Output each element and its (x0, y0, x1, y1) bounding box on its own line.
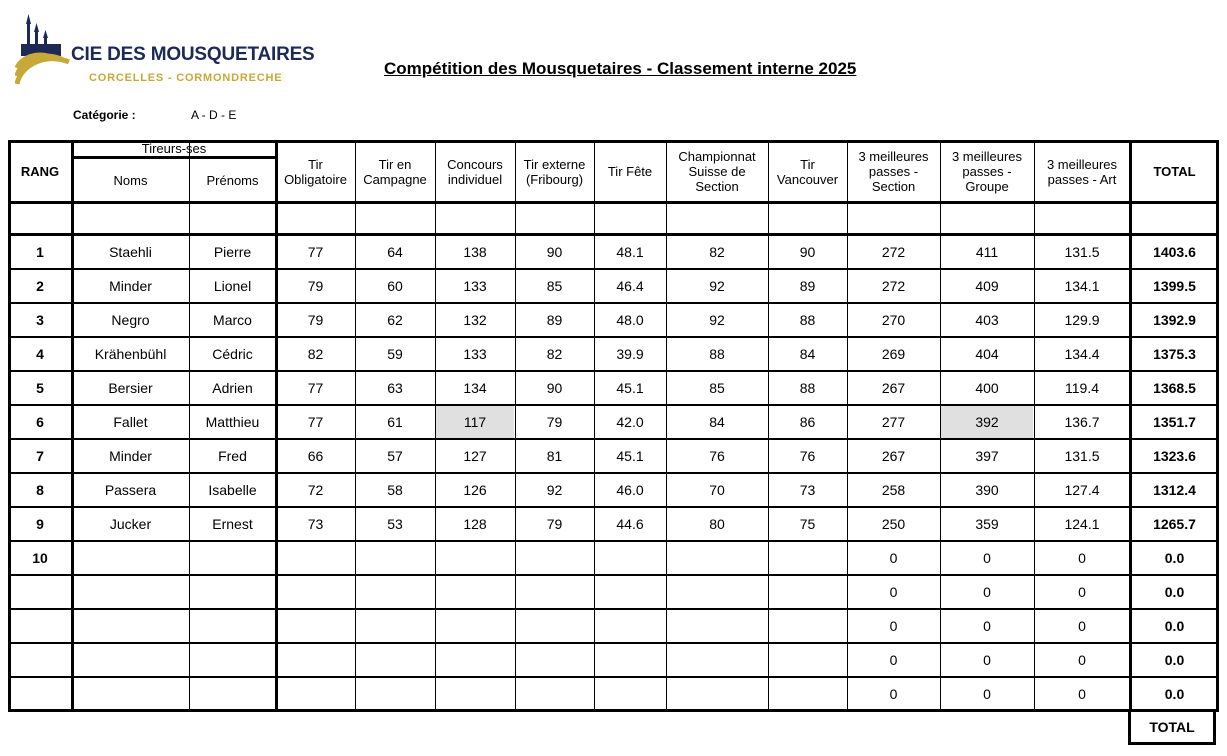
cell-tir-externe: 89 (546, 311, 563, 328)
cell-tir-fete: 44.6 (616, 515, 644, 532)
header-rank: RANG (20, 164, 60, 179)
cell-rank: 7 (36, 447, 44, 464)
cell-passes-groupe: 400 (975, 379, 999, 396)
cell-last-name: Passera (104, 481, 157, 498)
cell-passes-groupe: 404 (975, 345, 999, 362)
cell-tir-obligatoire: 77 (307, 379, 324, 396)
cell-rank: 5 (36, 379, 44, 396)
cell-last-name (73, 542, 188, 574)
cell-rank: 3 (36, 311, 44, 328)
cell-passes-groupe: 359 (975, 515, 999, 532)
cell-last-name: Minder (109, 277, 152, 294)
header-tir-vancouver: Tir Vancouver (776, 156, 839, 187)
cell-tir-obligatoire: 77 (307, 243, 324, 260)
cell-last-name (73, 644, 188, 676)
cell-tir-fete: 45.1 (616, 447, 644, 464)
cell-tir-vancouver (769, 610, 846, 642)
cell-rank: 2 (36, 277, 44, 294)
cell-concours-individuel (436, 542, 514, 574)
cell-passes-art: 134.4 (1064, 345, 1100, 362)
cell-passes-section: 0 (889, 685, 898, 702)
header-championnat-suisse: Championnat Suisse de Section (678, 149, 756, 194)
cell-tir-obligatoire (277, 610, 354, 642)
cell-tir-externe (516, 542, 593, 574)
cell-passes-section: 0 (889, 617, 898, 634)
cell-championnat-suisse (667, 576, 767, 608)
cell-passes-section: 0 (889, 549, 898, 566)
cell-concours-individuel: 126 (463, 481, 487, 498)
cell-passes-section: 0 (889, 651, 898, 668)
cell-championnat-suisse: 84 (709, 413, 725, 430)
cell-rank: 4 (36, 345, 44, 362)
header-passes-groupe: 3 meilleures passes - Groupe (951, 149, 1023, 194)
category-value: A - D - E (191, 108, 237, 122)
cell-passes-groupe: 0 (983, 617, 991, 634)
cell-tir-externe (516, 678, 593, 710)
cell-championnat-suisse: 92 (709, 277, 725, 294)
cell-tir-obligatoire (277, 576, 354, 608)
header-tir-campagne: Tir en Campagne (363, 156, 427, 187)
page-title: Compétition des Mousquetaires - Classement interne 2025 (384, 59, 857, 78)
cell-passes-art: 124.1 (1064, 515, 1100, 532)
cell-tir-campagne: 59 (387, 345, 403, 362)
cell-tir-obligatoire (277, 644, 354, 676)
cell-tir-vancouver (769, 576, 846, 608)
cell-passes-art: 134.1 (1064, 277, 1100, 294)
cell-rank (9, 644, 71, 676)
cell-passes-art: 131.5 (1064, 447, 1100, 464)
cell-passes-art: 0 (1078, 583, 1086, 600)
cell-tir-externe (516, 644, 593, 676)
cell-championnat-suisse: 82 (709, 243, 725, 260)
cell-first-name: Ernest (212, 515, 253, 532)
cell-first-name: Isabelle (208, 481, 257, 498)
cell-tir-fete (595, 610, 665, 642)
cell-first-name (190, 576, 275, 608)
cell-total: 1265.7 (1153, 515, 1196, 532)
cell-last-name: Jucker (109, 515, 152, 532)
cell-first-name: Matthieu (205, 413, 260, 430)
header-tir-obligatoire: Tir Obligatoire (284, 156, 347, 187)
cell-last-name: Fallet (113, 413, 148, 430)
cell-tir-obligatoire (277, 678, 354, 710)
cell-passes-art: 129.9 (1064, 311, 1100, 328)
cell-passes-groupe: 390 (975, 481, 999, 498)
cell-last-name: Negro (111, 311, 150, 328)
cell-last-name: Bersier (108, 379, 153, 396)
cell-concours-individuel: 127 (463, 447, 487, 464)
header-passes-section: 3 meilleures passes - Section (858, 149, 929, 194)
cell-tir-externe: 92 (546, 481, 563, 498)
cell-rank: 8 (36, 481, 44, 498)
cell-total: 0.0 (1164, 651, 1185, 668)
cell-tir-fete (595, 576, 665, 608)
cell-last-name (73, 678, 188, 710)
cell-tir-obligatoire: 77 (307, 413, 324, 430)
cell-concours-individuel (436, 610, 514, 642)
header-tir-externe: Tir externe (Fribourg) (523, 156, 586, 187)
cell-tir-fete: 48.0 (616, 311, 644, 328)
cell-first-name: Marco (213, 311, 252, 328)
cell-tir-fete: 39.9 (616, 345, 644, 362)
cell-passes-section: 267 (881, 447, 906, 464)
cell-passes-groupe: 0 (983, 583, 991, 600)
cell-concours-individuel: 133 (463, 345, 487, 362)
cell-tir-externe: 79 (546, 413, 563, 430)
cell-tir-vancouver: 86 (799, 413, 816, 430)
cell-passes-section: 269 (881, 345, 906, 362)
cell-concours-individuel: 133 (463, 277, 487, 294)
cell-first-name (190, 542, 275, 574)
cell-concours-individuel: 117 (436, 406, 514, 438)
cell-tir-vancouver (769, 542, 846, 574)
cell-passes-art: 127.4 (1064, 481, 1100, 498)
cell-tir-campagne: 60 (387, 277, 403, 294)
cell-first-name (190, 644, 275, 676)
cell-passes-section: 272 (881, 277, 906, 294)
cell-passes-section: 258 (881, 481, 906, 498)
cell-tir-campagne (356, 678, 434, 710)
cell-total: 1403.6 (1153, 243, 1196, 260)
cell-passes-groupe: 397 (975, 447, 999, 464)
cell-passes-art: 131.5 (1064, 243, 1100, 260)
cell-tir-fete: 46.0 (616, 481, 644, 498)
cell-passes-art: 119.4 (1065, 379, 1099, 396)
cell-tir-vancouver: 73 (799, 481, 816, 498)
cell-total: 1399.5 (1153, 277, 1196, 294)
cell-total: 1392.9 (1153, 311, 1196, 328)
cell-tir-vancouver (769, 678, 846, 710)
cell-championnat-suisse: 88 (709, 345, 725, 362)
cell-tir-vancouver: 76 (799, 447, 816, 464)
cell-total: 1375.3 (1153, 345, 1196, 362)
cell-passes-groupe: 411 (975, 243, 999, 260)
cell-tir-vancouver: 90 (799, 243, 816, 260)
cell-passes-groupe: 392 (941, 406, 1033, 438)
church-arcs-logo-icon (15, 14, 75, 88)
cell-tir-externe: 81 (546, 447, 563, 464)
cell-tir-obligatoire: 66 (307, 447, 324, 464)
cell-tir-vancouver (769, 644, 846, 676)
header-last-name: Noms (113, 173, 148, 188)
cell-total: 0.0 (1164, 549, 1185, 566)
cell-concours-individuel (436, 576, 514, 608)
cell-total: 1368.5 (1153, 379, 1196, 396)
cell-tir-campagne (356, 610, 434, 642)
cell-tir-externe (516, 576, 593, 608)
cell-concours-individuel (436, 644, 514, 676)
cell-first-name: Adrien (212, 379, 253, 396)
cell-passes-groupe: 0 (983, 549, 991, 566)
cell-championnat-suisse: 92 (709, 311, 725, 328)
cell-tir-vancouver: 88 (799, 379, 816, 396)
cell-rank (9, 678, 71, 710)
cell-tir-externe: 85 (546, 277, 563, 294)
cell-tir-campagne: 61 (387, 413, 403, 430)
cell-total: 1312.4 (1153, 481, 1196, 498)
cell-last-name (73, 576, 188, 608)
cell-first-name: Pierre (213, 243, 252, 260)
cell-tir-externe (516, 610, 593, 642)
cell-total: 1351.7 (1153, 413, 1196, 430)
club-logo (15, 14, 315, 88)
cell-tir-fete: 46.4 (616, 277, 644, 294)
cell-last-name: Minder (109, 447, 152, 464)
cell-passes-groupe: 403 (975, 311, 999, 328)
cell-passes-groupe: 0 (983, 685, 991, 702)
cell-passes-section: 272 (881, 243, 906, 260)
cell-concours-individuel: 138 (463, 243, 487, 260)
cell-tir-vancouver: 84 (799, 345, 816, 362)
cell-passes-art: 0 (1078, 549, 1086, 566)
cell-passes-art: 0 (1078, 651, 1086, 668)
cell-rank (9, 576, 71, 608)
cell-tir-campagne: 63 (387, 379, 403, 396)
header-first-name: Prénoms (206, 173, 259, 188)
cell-total: 0.0 (1164, 685, 1185, 702)
cell-passes-art: 136.7 (1064, 413, 1100, 430)
cell-rank: 9 (36, 515, 44, 532)
cell-passes-section: 277 (881, 413, 906, 430)
cell-rank: 1 (36, 243, 44, 260)
cell-passes-section: 270 (881, 311, 906, 328)
cell-total: 0.0 (1164, 617, 1185, 634)
cell-passes-groupe: 0 (983, 651, 991, 668)
cell-concours-individuel (436, 678, 514, 710)
header-concours-individuel: Concours individuel (447, 156, 503, 187)
logo-club-subtitle: CORCELLES - CORMONDRECHE (89, 72, 283, 84)
cell-tir-campagne: 62 (387, 311, 403, 328)
cell-passes-section: 267 (881, 379, 906, 396)
group-header-tireurs: Tireurs-ses (141, 141, 207, 156)
footer-total-label: TOTAL (1128, 709, 1216, 745)
cell-total: 0.0 (1164, 583, 1185, 600)
cell-tir-fete: 42.0 (616, 413, 644, 430)
cell-tir-campagne: 53 (387, 515, 403, 532)
cell-championnat-suisse (667, 542, 767, 574)
cell-first-name: Lionel (213, 277, 252, 294)
cell-tir-externe: 90 (546, 379, 563, 396)
cell-first-name (190, 610, 275, 642)
cell-tir-fete: 48.1 (616, 243, 644, 260)
cell-championnat-suisse: 80 (709, 515, 725, 532)
cell-rank: 10 (32, 549, 48, 566)
cell-tir-campagne (356, 542, 434, 574)
cell-tir-obligatoire (277, 542, 354, 574)
cell-championnat-suisse (667, 678, 767, 710)
cell-tir-obligatoire: 79 (307, 311, 324, 328)
cell-total: 1323.6 (1153, 447, 1196, 464)
cell-tir-vancouver: 88 (799, 311, 816, 328)
cell-tir-campagne (356, 644, 434, 676)
cell-passes-groupe: 409 (975, 277, 999, 294)
cell-last-name (73, 610, 188, 642)
cell-last-name: Staehli (109, 243, 152, 260)
cell-tir-campagne: 58 (387, 481, 403, 498)
cell-tir-vancouver: 89 (799, 277, 816, 294)
header-tir-fete: Tir Fête (607, 164, 653, 179)
cell-concours-individuel: 128 (463, 515, 487, 532)
cell-rank: 6 (36, 413, 44, 430)
cell-last-name: Krähenbühl (94, 345, 167, 362)
cell-concours-individuel: 132 (463, 311, 487, 328)
cell-tir-externe: 90 (546, 243, 563, 260)
cell-first-name: Fred (218, 447, 247, 464)
cell-passes-section: 0 (889, 583, 898, 600)
cell-championnat-suisse: 76 (709, 447, 725, 464)
cell-tir-obligatoire: 72 (307, 481, 324, 498)
cell-tir-obligatoire: 82 (307, 345, 324, 362)
cell-championnat-suisse: 70 (709, 481, 725, 498)
cell-passes-art: 0 (1078, 617, 1086, 634)
cell-tir-campagne: 64 (387, 243, 403, 260)
logo-club-name: CIE DES MOUSQUETAIRES (71, 44, 315, 65)
cell-championnat-suisse: 85 (709, 379, 725, 396)
header-total: TOTAL (1153, 164, 1196, 179)
cell-tir-externe: 79 (546, 515, 563, 532)
cell-championnat-suisse (667, 644, 767, 676)
cell-championnat-suisse (667, 610, 767, 642)
cell-first-name: Cédric (212, 345, 253, 362)
header-passes-art: 3 meilleures passes - Art (1046, 156, 1118, 187)
cell-passes-section: 250 (881, 515, 906, 532)
category-label: Catégorie : (73, 108, 136, 122)
cell-passes-art: 0 (1078, 685, 1086, 702)
cell-concours-individuel: 134 (463, 379, 487, 396)
cell-first-name (190, 678, 275, 710)
cell-tir-vancouver: 75 (799, 515, 816, 532)
cell-tir-fete (595, 542, 665, 574)
cell-tir-fete: 45.1 (616, 379, 644, 396)
cell-tir-obligatoire: 79 (307, 277, 324, 294)
cell-tir-campagne: 57 (387, 447, 403, 464)
cell-tir-fete (595, 644, 665, 676)
cell-tir-obligatoire: 73 (307, 515, 324, 532)
cell-tir-externe: 82 (546, 345, 563, 362)
ranking-table (8, 140, 1219, 712)
cell-tir-fete (595, 678, 665, 710)
cell-tir-campagne (356, 576, 434, 608)
cell-rank (9, 610, 71, 642)
